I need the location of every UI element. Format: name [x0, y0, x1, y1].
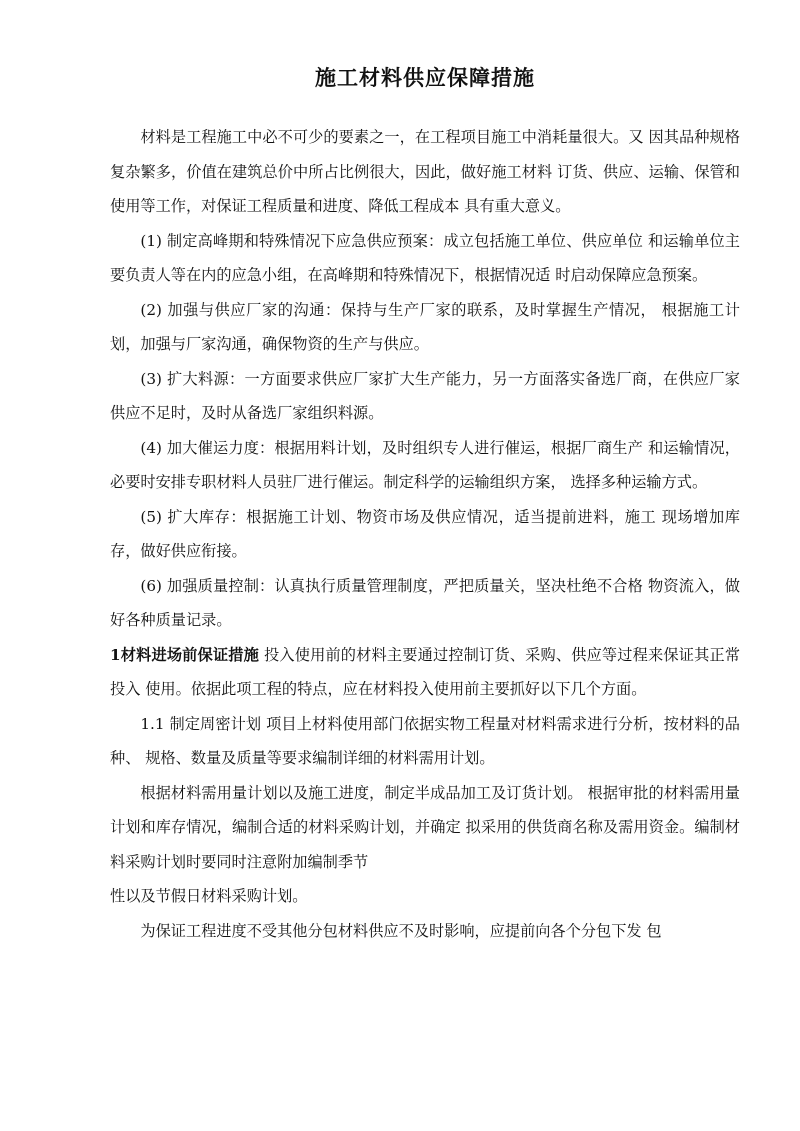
- measure-1: (1) 制定高峰期和特殊情况下应急供应预案：成立包括施工单位、供应单位 和运输单位主要负责人等在内的应急小组，在高峰期和特殊情况下，根据情况适 时启动保障应急预案。: [110, 231, 740, 284]
- measure-5: (5) 扩大库存：根据施工计划、物资市场及供应情况，适当提前进料，施工 现场增加库存，做好供应衔接。: [110, 507, 740, 560]
- section-1-text: 投入使用前的材料主要通过控制订货、采购、供应等过程来保证其正常投入 使用。依据此项工程的特点，应在材料投入使用前主要抓好以下几个方面。: [110, 645, 741, 698]
- measure-4: (4) 加大催运力度：根据用料计划，及时组织专人进行催运，根据厂商生产 和运输情况，必要时安排专职材料人员驻厂进行催运。制定科学的运输组织方案， 选择多种运输方式。: [110, 438, 740, 491]
- section-1-heading: 1材料进场前保证措施: [110, 645, 259, 664]
- plan-paragraph: 根据材料需用量计划以及施工进度，制定半成品加工及订货计划。 根据审批的材料需用量计划和库存情况，编制合适的材料采购计划，并确定 拟采用的供货商名称及需用资金。编制材料采购计划时要同时注意附加编制季节: [110, 783, 740, 871]
- plan-paragraph-continued: 性以及节假日材料采购计划。: [110, 887, 308, 905]
- subcontract-paragraph: 为保证工程进度不受其他分包材料供应不及时影响，应提前向各个分包下发 包: [140, 921, 662, 940]
- measure-2: (2) 加强与供应厂家的沟通：保持与生产厂家的联系，及时掌握生产情况， 根据施工计划，加强与厂家沟通，确保物资的生产与供应。: [110, 300, 740, 353]
- measure-6: (6) 加强质量控制：认真执行质量管理制度，严把质量关，坚决杜绝不合格 物资流入，做好各种质量记录。: [110, 576, 740, 629]
- intro-paragraph: 材料是工程施工中必不可少的要素之一，在工程项目施工中消耗量很大。又 因其品种规格复杂繁多，价值在建筑总价中所占比例很大，因此，做好施工材料 订货、供应、运输、保管和使用等工作，对保证工程质量和进度、降低工程成本 具有重大意义。: [110, 128, 740, 215]
- document-title: 施工材料供应保障措施: [315, 65, 535, 90]
- measure-3: (3) 扩大料源：一方面要求供应厂家扩大生产能力，另一方面落实备选厂商，在供应厂家供应不足时，及时从备选厂家组织料源。: [110, 369, 740, 422]
- subsection-1-1: 1.1 制定周密计划 项目上材料使用部门依据实物工程量对材料需求进行分析，按材料的品种、 规格、数量及质量等要求编制详细的材料需用计划。: [110, 714, 740, 767]
- section-1-paragraph: [110, 638, 740, 707]
